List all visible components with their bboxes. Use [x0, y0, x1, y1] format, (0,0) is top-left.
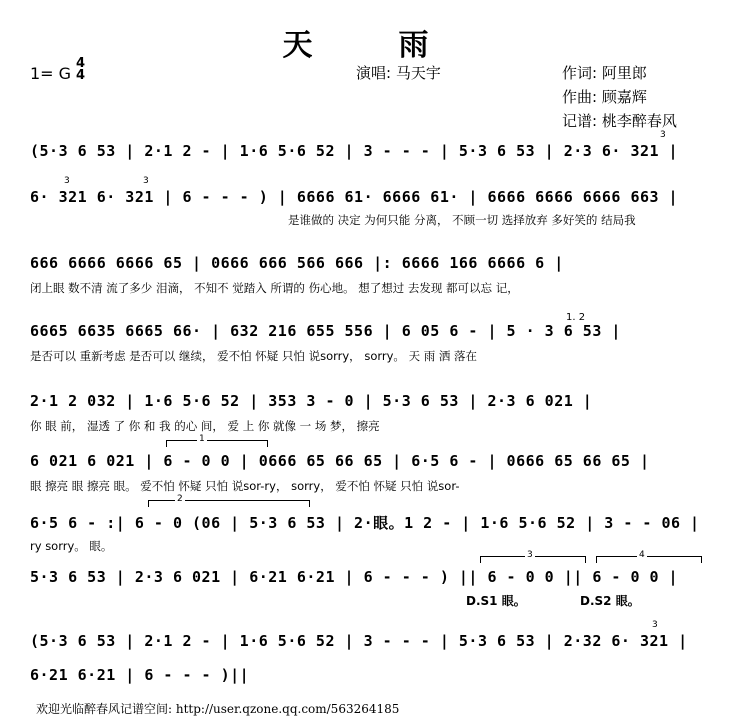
notation-system-4: 6665 6635 6665 66· | 632 216 655 556 | 6 05 6 - | 5 · 3 6 53 | — [30, 322, 621, 340]
lyrics-line-2: 是谁做的 决定 为何只能 分离， 不顾一切 选择放弃 多好笑的 结局我 — [288, 213, 636, 227]
first-ending-label: 1 — [199, 434, 205, 444]
notation-system-8: 5·3 6 53 | 2·3 6 021 | 6·21 6·21 | 6 - - - ) || 6 - 0 0 || 6 - 0 0 | — [30, 568, 679, 586]
time-signature-top: 4 — [76, 56, 86, 71]
ds1-marker: D.S1 眼。 — [466, 594, 526, 608]
triplet-mark: 3 — [143, 176, 149, 186]
notation-system-6: 6 021 6 021 | 6 - 0 0 | 0666 65 66 65 | 6·5 6 - | 0666 65 66 65 | — [30, 452, 650, 470]
triplet-mark: 3 — [660, 130, 666, 140]
key-signature: 1= G — [30, 64, 72, 83]
notation-system-5: 2·1 2 032 | 1·6 5·6 52 | 353 3 - 0 | 5·3 6 53 | 2·3 6 021 | — [30, 392, 593, 410]
triplet-mark: 3 — [64, 176, 70, 186]
second-ending-label: 2 — [177, 494, 183, 504]
lyrics-line-4: 是否可以 重新考虑 是否可以 继续， 爱不怕 怀疑 只怕 说sorry， sorry。 天 雨 洒 落在 — [30, 349, 478, 363]
notation-system-7: 6·5 6 - :| 6 - 0 (06 | 5·3 6 53 | 2·眼。1 2 - | 1·6 5·6 52 | 3 - - 06 | — [30, 514, 700, 532]
notation-system-10: 6·21 6·21 | 6 - - - )|| — [30, 666, 250, 684]
lyrics-line-7: ry sorry。 眼。 — [30, 539, 113, 553]
volta-marker: 1. 2 — [566, 312, 586, 323]
time-signature — [76, 58, 85, 82]
ds1-tuplet-bracket — [480, 550, 586, 563]
second-ending-bracket — [148, 494, 310, 507]
time-signature-bottom: 4 — [76, 68, 86, 83]
notation-system-2: 6· 321 6· 321 | 6 - - - ) | 6666 61· 6666 61· | 6666 6666 6666 663 | — [30, 188, 679, 206]
ds2-tuplet-bracket — [596, 550, 702, 563]
singer-credit: 演唱: 马天宇 — [356, 64, 441, 82]
lyrics-line-3: 闭上眼 数不清 流了多少 泪滴， 不知不 觉踏入 所谓的 伤心地。 想了想过 去发现 都可以忘 记， — [30, 281, 519, 295]
triplet-bracket-label: 3 — [527, 550, 533, 560]
ds2-marker: D.S2 眼。 — [580, 594, 640, 608]
song-title: 天 雨 — [282, 28, 457, 63]
footer-credit: 欢迎光临醉春风记谱空间: http://user.qzone.qq.com/563264185 — [36, 702, 400, 716]
tuplet-bracket-label: 4 — [639, 550, 645, 560]
first-ending-bracket — [166, 434, 268, 447]
triplet-mark: 3 — [652, 620, 658, 630]
lyrics-line-6: 眼 擦亮 眼 擦亮 眼。 爱不怕 怀疑 只怕 说sor-ry， sorry， 爱不怕 怀疑 只怕 说sor- — [30, 479, 460, 493]
notation-system-9: (5·3 6 53 | 2·1 2 - | 1·6 5·6 52 | 3 - - - | 5·3 6 53 | 2·32 6· 321 | — [30, 632, 688, 650]
notation-system-3: 666 6666 6666 65 | 0666 666 566 666 |: 6666 166 6666 6 | — [30, 254, 564, 272]
composer-credit: 作曲: 顾嘉辉 — [562, 88, 647, 106]
lyricist-credit: 作词: 阿里郎 — [562, 64, 647, 82]
notation-system-1: (5·3 6 53 | 2·1 2 - | 1·6 5·6 52 | 3 - - - | 5·3 6 53 | 2·3 6· 321 | — [30, 142, 679, 160]
lyrics-line-5: 你 眼 前， 湿透 了 你 和 我 的心 间， 爱 上 你 就像 一 场 梦， 擦亮 — [30, 419, 380, 433]
transcriber-credit: 记谱: 桃李醉春风 — [562, 112, 677, 130]
